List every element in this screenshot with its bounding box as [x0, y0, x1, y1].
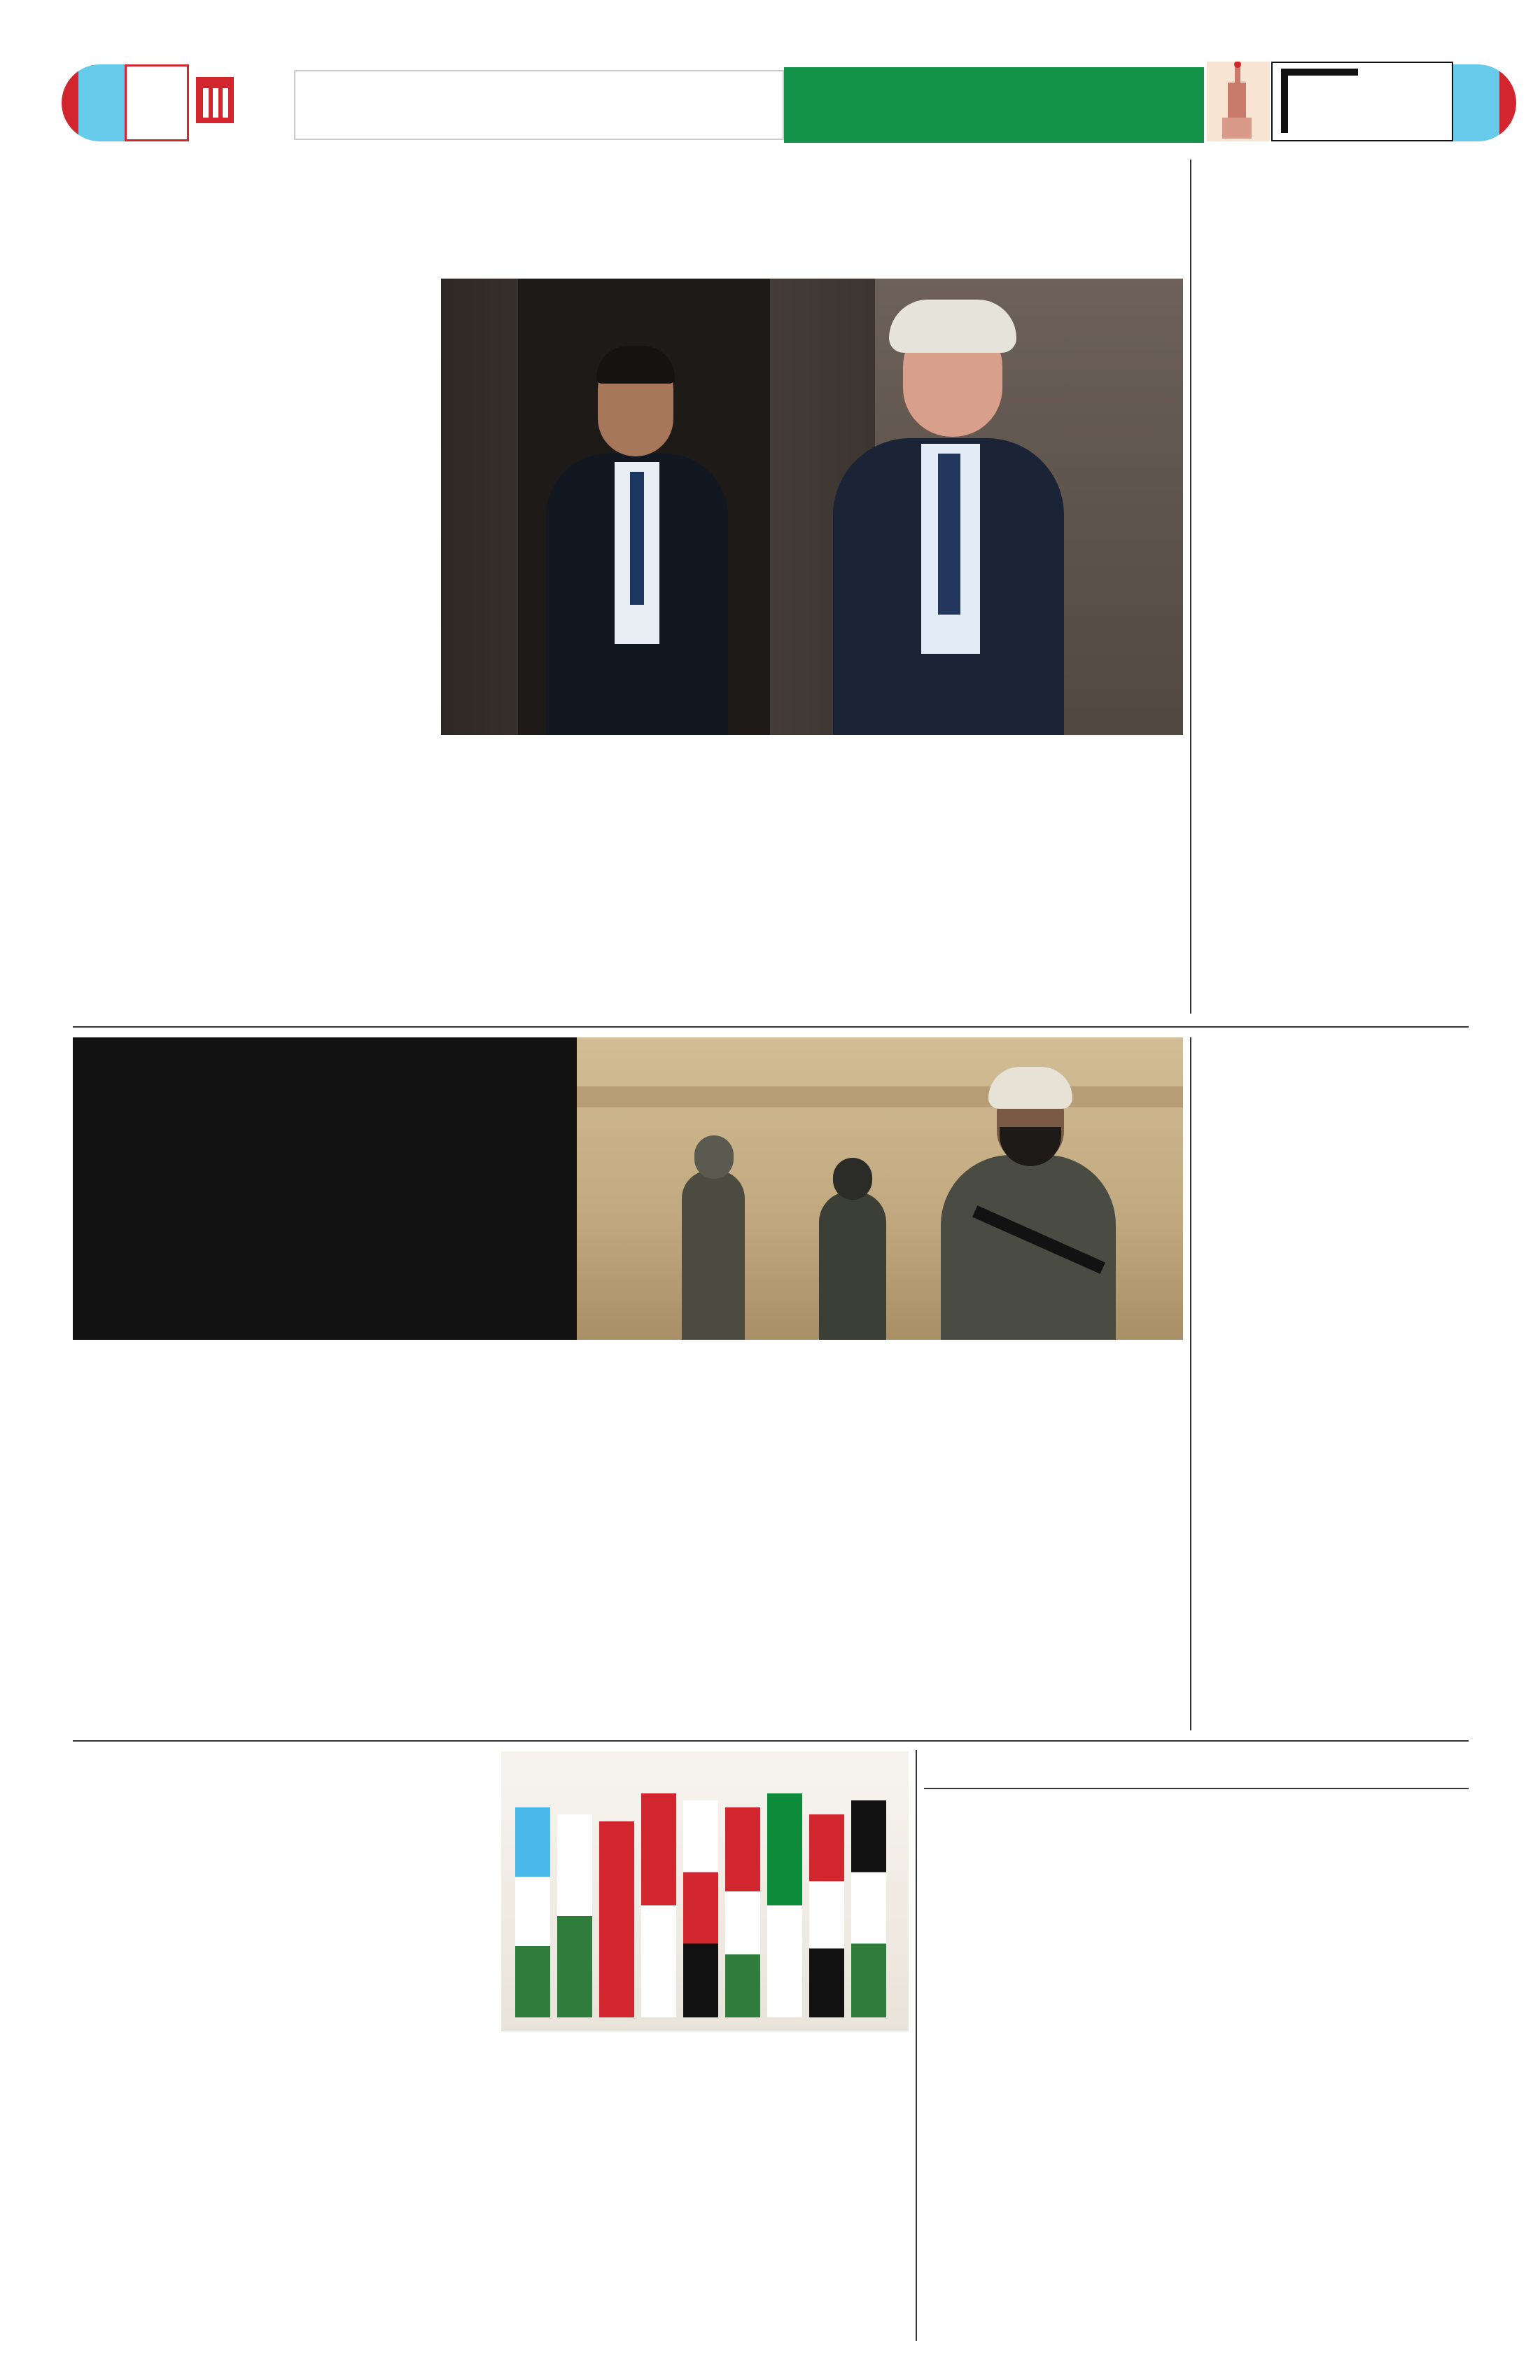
sipri-column-2 — [1201, 1876, 1469, 2341]
brand-mark-icon-window-2 — [213, 88, 218, 118]
fighter-mid-head — [833, 1158, 872, 1200]
section-rule-2 — [73, 1740, 1469, 1742]
boris-continued — [1015, 990, 1183, 1015]
column-divider-right — [1190, 160, 1191, 1014]
desh-logo-mark — [1281, 69, 1358, 133]
pak-column-3 — [823, 1352, 1183, 1730]
india-china-headline — [1201, 1037, 1469, 1191]
section-rule-1 — [73, 1026, 1469, 1028]
flag-3 — [599, 1821, 634, 2017]
sudan-headline — [1201, 160, 1467, 265]
fighter-right-turban — [988, 1067, 1072, 1109]
china-arab-column-1 — [73, 1893, 493, 2341]
flag-7 — [767, 1793, 802, 2017]
statue-of-liberty-icon — [1207, 62, 1270, 141]
fighter-mid-body — [819, 1191, 886, 1340]
sipri-headline — [924, 1799, 1469, 1869]
page-number-badge — [125, 64, 189, 141]
background-wall — [577, 1086, 1183, 1107]
right-emblem — [1453, 64, 1516, 141]
pak-photo — [577, 1037, 1183, 1340]
brand-mark-icon-window-3 — [223, 88, 228, 118]
date-panel — [294, 70, 784, 140]
section-band — [784, 67, 1204, 143]
sipri-kicker — [924, 1750, 1469, 1789]
sudan-column — [1201, 269, 1469, 1015]
column-divider-bottom — [916, 1750, 917, 2341]
fighter-right-body — [941, 1155, 1116, 1340]
pak-column-2 — [462, 1352, 812, 1730]
brand-mark-icon-window-1 — [203, 88, 209, 118]
boris-photo — [441, 279, 1183, 735]
india-china-column — [1201, 1201, 1469, 1730]
column-divider-right-2 — [1190, 1037, 1191, 1730]
fighter-left-body — [682, 1170, 745, 1340]
masthead — [0, 0, 1540, 140]
man-left-tie — [630, 472, 644, 605]
sipri-column-1 — [924, 1876, 1190, 2341]
flag-4 — [641, 1793, 676, 2017]
flag-6 — [725, 1807, 760, 2017]
flag-8 — [809, 1814, 844, 2017]
boris-column-2 — [441, 739, 805, 1019]
pak-headline-box — [73, 1037, 577, 1340]
flags-photo — [501, 1751, 909, 2031]
man-right-tie — [938, 454, 960, 615]
china-arab-continued — [700, 2317, 909, 2341]
flag-1 — [515, 1807, 550, 2017]
china-arab-headline — [73, 1750, 493, 1887]
flag-9 — [851, 1800, 886, 2017]
flag-5 — [683, 1800, 718, 2017]
china-arab-column-2 — [501, 2036, 909, 2316]
pak-column-1 — [73, 1352, 451, 1730]
boris-headline — [77, 160, 1183, 274]
fighter-left-head — [694, 1135, 734, 1179]
man-right-hair — [889, 300, 1016, 353]
left-emblem — [62, 64, 125, 141]
boris-column-3 — [819, 739, 1183, 998]
boris-column-1 — [73, 280, 430, 1015]
flag-2 — [557, 1814, 592, 2017]
